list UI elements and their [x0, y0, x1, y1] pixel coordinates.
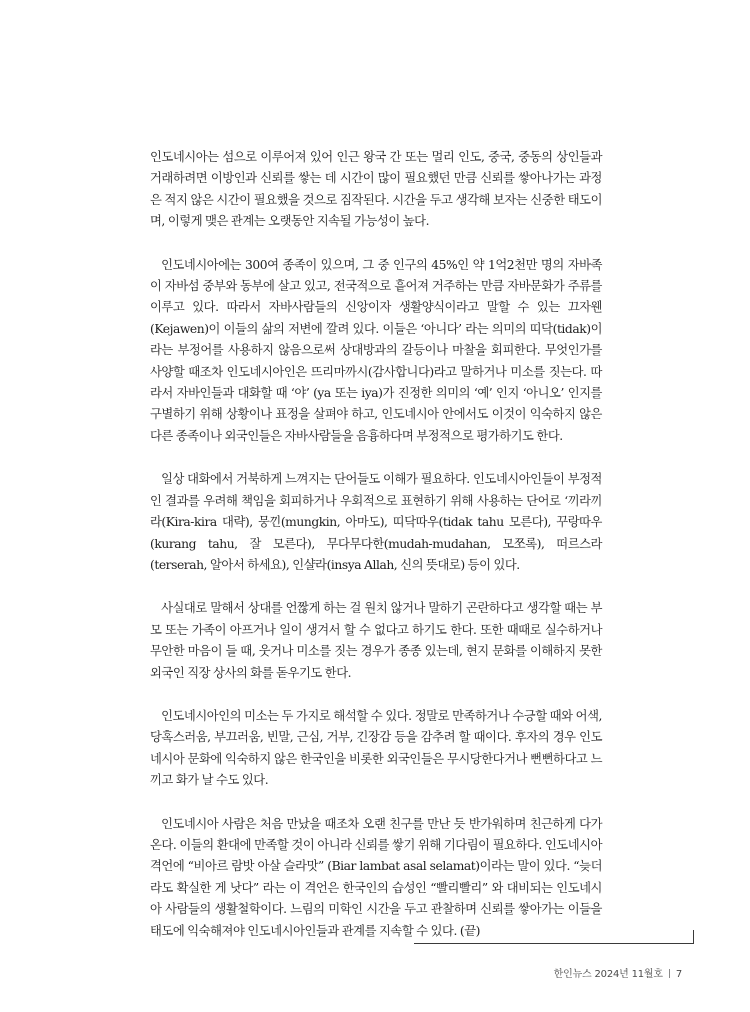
paragraph-2: 인도네시아에는 300여 종족이 있으며, 그 중 인구의 45%인 약 1억2천만 명의 자바족이 자바섬 중부와 동부에 살고 있고, 전국적으로 흩어져 거주하는 만큼 자바문화가 주류를 이루고 있다. 따라서 자바사람들의 신앙이자 생활양식이라고 말할 수 있는 끄자웬(Kejawen)이 이들의 삶의 저변에 깔려 있다. 이들은 ‘아니다’ 라는 의미의 띠닥(tidak)이라는 부정어를 사용하지 않음으로써 상대방과의 갈등이나 마찰을 회피한다. 무엇인가를 사양할 때조차 인도네시아인은 뜨리마까시(감사합니다)라고 말하거나 미소를 짓는다. 따라서 자바인들과 대화할 때 ‘야’ (ya 또는 iya)가 진정한 의미의 ‘예’ 인지 ‘아니오’ 인지를 구별하기 위해 상황이나 표정을 살펴야 하고, 인도네시아 안에서도 이것이 익숙하지 않은 다른 종족이나 외국인들은 자바사람들을 음흉하다며 부정적으로 평가하기도 한다.	[150, 257, 602, 443]
footer-divider-tick	[693, 930, 694, 944]
page-footer	[554, 965, 682, 980]
paragraph-5: 인도네시아인의 미소는 두 가지로 해석할 수 있다. 정말로 만족하거나 수긍할 때와 어색, 당혹스러움, 부끄러움, 빈말, 근심, 거부, 긴장감 등을 감추려 할 때이다. 후자의 경우 인도네시아 문화에 익숙하지 않은 한국인을 비롯한 외국인들은 무시당한다거나 뻔뻔하다고 느끼고 화가 날 수도 있다.	[150, 708, 602, 788]
paragraph-6: 인도네시아 사람은 처음 만났을 때조차 오랜 친구를 만난 듯 반가워하며 친근하게 다가온다. 이들의 환대에 만족할 것이 아니라 신뢰를 쌓기 위해 기다림이 필요하다. 인도네시아 격언에 “비아르 람밧 아살 슬라맛” (Biar lambat asal selamat)이라는 말이 있다. “늦더라도 확실한 게 낫다” 라는 이 격언은 한국인의 습성인 “빨리빨리” 와 대비되는 인도네시아 사람들의 생활철학이다. 느림의 미학인 시간을 두고 관찰하며 신뢰를 쌓아가는 이들을 태도에 익숙해져야 인도네시아인들과 관계를 지속할 수 있다. (끝)	[150, 816, 602, 938]
paragraph-4: 사실대로 말해서 상대를 언짢게 하는 걸 원치 않거나 말하기 곤란하다고 생각할 때는 부모 또는 가족이 아프거나 일이 생겨서 할 수 없다고 하기도 한다. 또한 때때로 실수하거나 무안한 마음이 들 때, 웃거나 미소를 짓는 경우가 종종 있는데, 현지 문화를 이해하지 못한 외국인 직장 상사의 화를 돋우기도 한다.	[150, 601, 602, 680]
footer-page-number: 7	[675, 969, 682, 980]
footer-divider	[414, 943, 694, 944]
footer-separator	[669, 969, 670, 978]
paragraph-1: 인도네시아는 섬으로 이루어져 있어 인근 왕국 간 또는 멀리 인도, 중국, 중동의 상인들과 거래하려면 이방인과 신뢰를 쌓는 데 시간이 많이 필요했던 만큼 신뢰를 쌓아나가는 과정은 적지 않은 시간이 필요했을 것으로 짐작된다. 시간을 두고 생각해 보자는 신중한 태도이며, 이렇게 맺은 관계는 오랫동안 지속될 가능성이 높다.	[150, 150, 602, 229]
article-body	[150, 147, 602, 964]
paragraph-3: 일상 대화에서 거북하게 느껴지는 단어들도 이해가 필요하다. 인도네시아인들이 부정적인 결과를 우려해 책임을 회피하거나 우회적으로 표현하기 위해 사용하는 단어로 ‘끼라끼라(Kira-kira 대략), 뭉낀(mungkin, 아마도), 띠닥따우(tidak tahu 모른다), 꾸랑따우(kurang tahu, 잘 모른다), 무다무다한(mudah-mudahan, 모쪼록), 떠르스라(terserah, 알아서 하세요), 인샬라(insya Allah, 신의 뜻대로) 등이 있다.	[150, 472, 602, 572]
footer-publication: 한인뉴스 2024년 11월호	[553, 969, 663, 980]
